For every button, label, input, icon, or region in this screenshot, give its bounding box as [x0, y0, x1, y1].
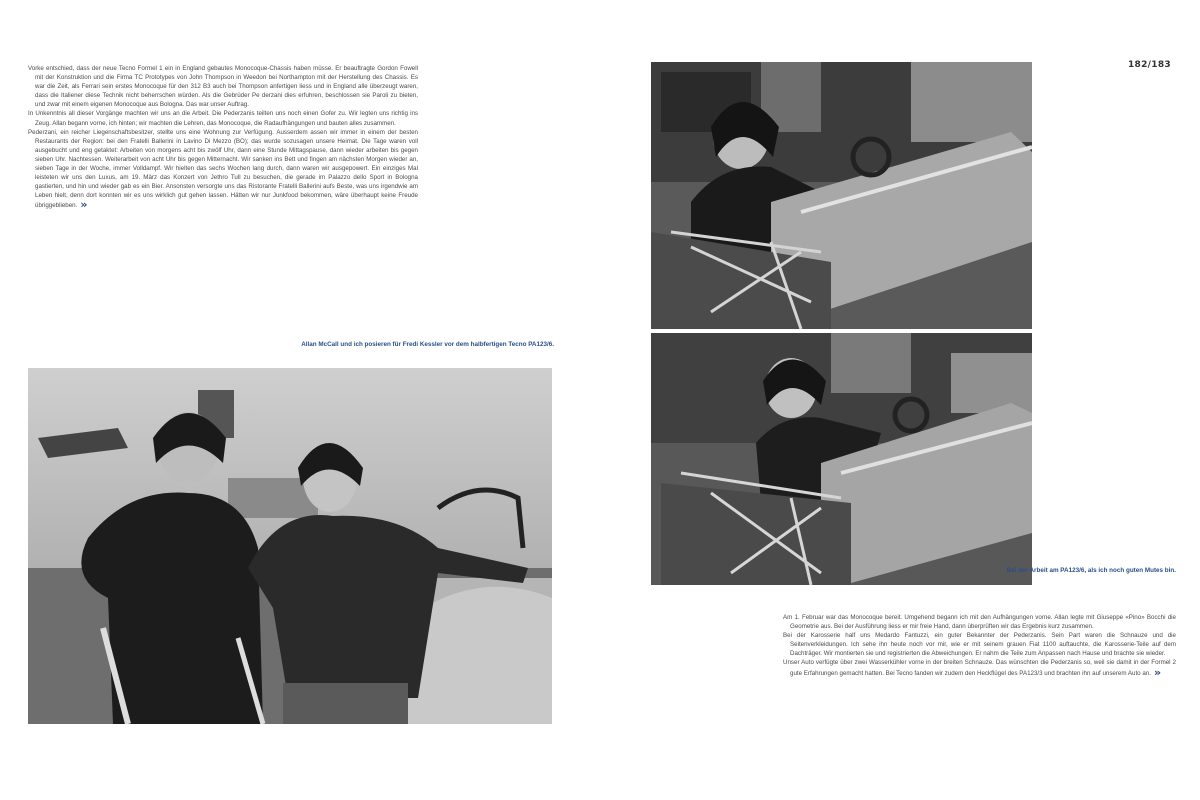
- workshop-portrait-photo: [28, 368, 552, 724]
- paragraph: Am 1. Februar war das Monocoque bereit. Umgehend begann ich mit den Aufhängungen vorne. Allan legte mit Giuseppe «Pino» Bocchi die Geometrie aus. Bei der Ausführung liess er mir freie Hand, dann überprüften wir das Ergebnis kurz zusammen.: [783, 614, 1176, 631]
- paragraph: Vorke entschied, dass der neue Tecno Formel 1 ein in England gebautes Monocoque-Chassis haben müsse. Er beauftragte Gordon Fowell mit der Konstruktion und die Firma TC Prototypes von John Thompson in Weedon bei Northampton mit der Herstellung des Chassis. Es war die Zeit, als Ferrari sein erstes Monocoque für den 312 B3 auch bei Thompson anfertigen liess und in England alle überzeugt waren, dass die Italiener diese Technik nicht beherrschen würden. Als die Gebrüder Pe derzani dies erfuhren, beschlossen sie Paroli zu bieten, und zwar mit einem eigenen Monocoque aus Bologna. Das war unser Auftrag.: [28, 65, 418, 109]
- continue-marker-icon: »: [1153, 665, 1162, 679]
- paragraph-text: Pederzani, ein reicher Liegenschaftsbesitzer, stellte uns eine Wohnung zur Verfügung. Ausserdem assen wir immer in einem der besten Restaurants der Region: bei den Fratelli Ballerini in Lavino Di Mezzo (BO); das wurde sozusagen unsere Heimat. Die Tage waren voll ausgebucht und eng getaktet: Arbeiten von morgens acht bis zwölf Uhr, dann eine Stunde Mittagspause, dann wieder arbeiten bis gegen sieben Uhr. Nachtessen. Weiterarbeit von acht Uhr bis gegen Mitternacht. Wir sanken ins Bett und fingen am nächsten Morgen wieder an, sieben Tage in der Woche, immer Volldampf. Wir hielten das sechs Wochen lang durch, dann waren wir ausgepowert. Ein einziges Mal leisteten wir uns den Luxus, am 19. März das Konzert von Jethro Tull zu besuchen, die gerade im Palazzo dello Sport in Bologna gastierten, und hin und wieder gab es ein Bier. Ansonsten versorgte uns das Ristorante Fratelli Ballerini aufs Beste, was uns irgendwie am Leben hielt, denn dort konnten wir es uns wirklich gut gehen lassen. Hätten wir nur Junkfood bekommen, wäre überhaupt keine Freude übriggeblieben.: [28, 128, 418, 210]
- page-number: 182/183: [1128, 60, 1171, 70]
- working-on-monocoque-photo-bottom: [651, 333, 1032, 585]
- paragraph: [28, 128, 418, 211]
- continue-marker-icon: »: [80, 198, 88, 212]
- paragraph: In Unkenntnis all dieser Vorgänge machten wir uns an die Arbeit. Die Pederzanis teilten uns noch einen Gofer zu. Wir legten uns richtig ins Zeug. Allan begann vorne, ich hinten; wir machten die Lehren, das Monocoque, die Radaufhängungen und bauten alles zusammen.: [28, 110, 418, 127]
- paragraph-text: Unser Auto verfügte über zwei Wasserkühler vorne in der breiten Schnauze. Das wünschten die Pederzanis so, weil sie damit in der Formel 2 gute Erfahrungen gemacht hatten. Bei Tecno fanden wir zudem den Heckflügel des PA123/3 und brachten ihn auf unserem Auto an.: [783, 659, 1176, 677]
- photo-caption-main: Allan McCall und ich posieren für Fredi Kessler vor dem halbfertigen Tecno PA123/6.: [301, 341, 554, 348]
- paragraph: Bei der Karosserie half uns Medardo Fantuzzi, ein guter Bekannter der Pederzanis. Sein Part waren die Schnauze und die Seitenverkleidungen. Ich sehe ihn heute noch vor mir, wie er mit seinem grauen Fiat 1100 auftauchte, die Karosserie-Teile auf dem Dachträger. Wir montierten sie und registrierten die Abweichungen. Er nahm die Teile zum Anpassen nach Hause und brachte sie wieder.: [783, 632, 1176, 658]
- working-on-monocoque-photo-top: [651, 62, 1032, 329]
- paragraph: [783, 658, 1176, 677]
- left-body-text: [28, 64, 418, 211]
- right-body-text: [783, 613, 1176, 678]
- photo-caption-right: Bei der Arbeit am PA123/6, als ich noch guten Mutes bin.: [1006, 567, 1176, 574]
